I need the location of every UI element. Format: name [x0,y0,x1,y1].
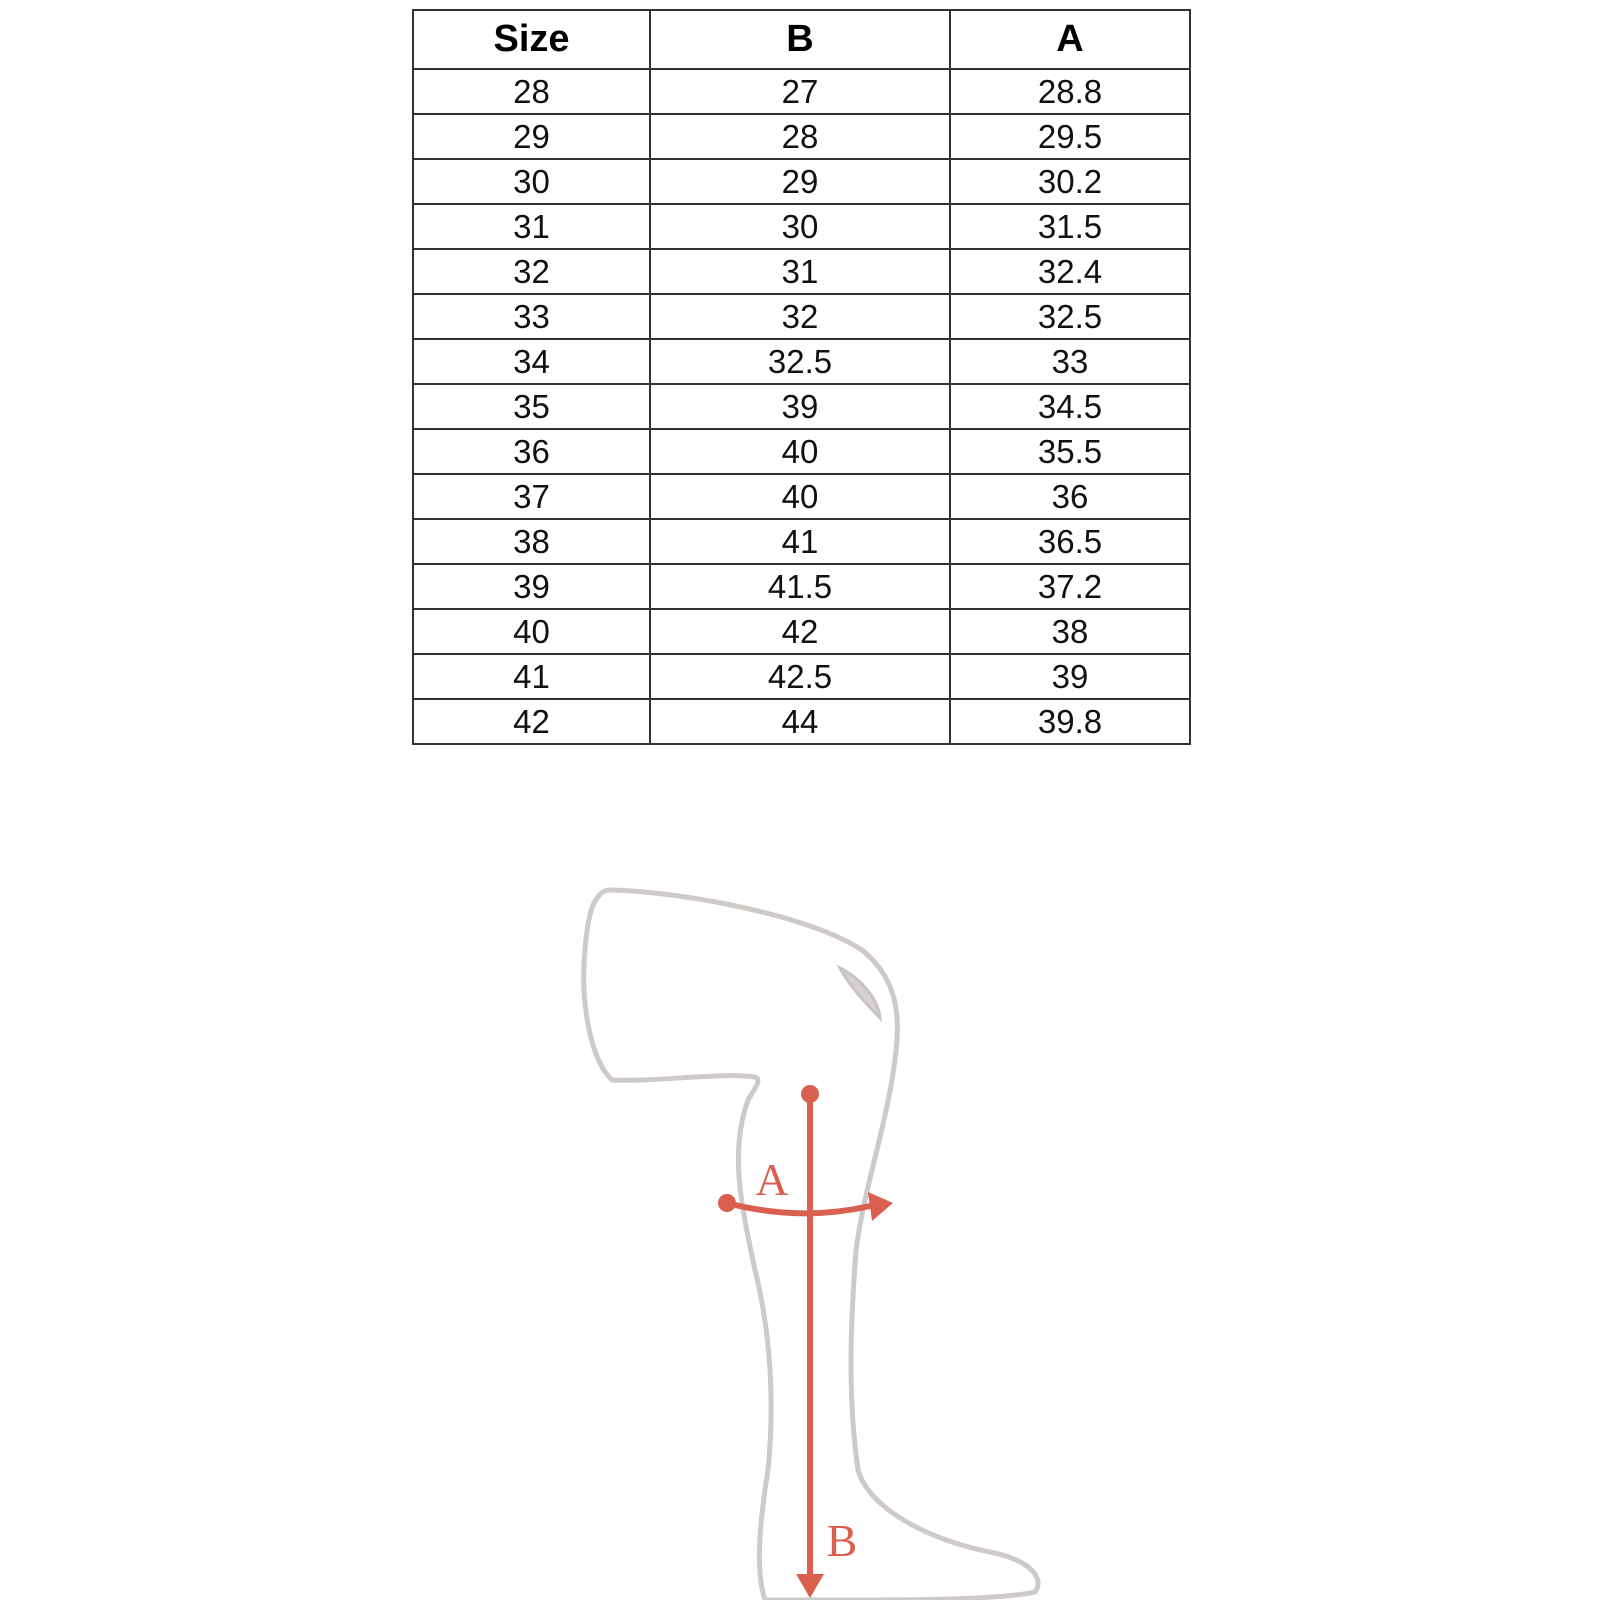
label-a: A [755,1154,789,1205]
cell-a: 33 [950,339,1190,384]
cell-size: 32 [413,249,650,294]
cell-size: 38 [413,519,650,564]
leg-measurement-diagram [0,860,1600,1600]
cell-size: 29 [413,114,650,159]
cell-a: 32.5 [950,294,1190,339]
cell-a: 37.2 [950,564,1190,609]
cell-size: 28 [413,69,650,114]
cell-b: 29 [650,159,950,204]
cell-a: 35.5 [950,429,1190,474]
cell-b: 42.5 [650,654,950,699]
cell-b: 41.5 [650,564,950,609]
table-row [413,114,1190,159]
header-size: Size [413,10,650,69]
table-row [413,609,1190,654]
table-row [413,294,1190,339]
cell-b: 31 [650,249,950,294]
cell-a: 29.5 [950,114,1190,159]
table-body [413,69,1190,744]
cell-a: 30.2 [950,159,1190,204]
cell-size: 31 [413,204,650,249]
cell-b: 27 [650,69,950,114]
table-row [413,249,1190,294]
cell-a: 38 [950,609,1190,654]
cell-size: 35 [413,384,650,429]
cell-b: 32.5 [650,339,950,384]
cell-b: 32 [650,294,950,339]
table-row [413,654,1190,699]
cell-b: 39 [650,384,950,429]
cell-a: 36 [950,474,1190,519]
table-row [413,69,1190,114]
table-row [413,339,1190,384]
table-row [413,384,1190,429]
label-b: B [826,1515,858,1566]
table-row [413,204,1190,249]
cell-b: 40 [650,474,950,519]
cell-size: 36 [413,429,650,474]
cell-a: 28.8 [950,69,1190,114]
cell-a: 31.5 [950,204,1190,249]
cell-a: 34.5 [950,384,1190,429]
table-row [413,564,1190,609]
cell-size: 37 [413,474,650,519]
table-row [413,429,1190,474]
cell-b: 42 [650,609,950,654]
cell-a: 36.5 [950,519,1190,564]
cell-size: 30 [413,159,650,204]
header-a: A [950,10,1190,69]
cell-size: 42 [413,699,650,744]
header-b: B [650,10,950,69]
cell-size: 41 [413,654,650,699]
cell-a: 39 [950,654,1190,699]
cell-b: 30 [650,204,950,249]
cell-size: 34 [413,339,650,384]
table-row [413,159,1190,204]
cell-size: 33 [413,294,650,339]
cell-a: 39.8 [950,699,1190,744]
cell-b: 44 [650,699,950,744]
cell-a: 32.4 [950,249,1190,294]
cell-b: 28 [650,114,950,159]
cell-b: 41 [650,519,950,564]
table-row [413,519,1190,564]
table-header-row [413,10,1190,69]
cell-size: 40 [413,609,650,654]
table-row [413,474,1190,519]
table-row [413,699,1190,744]
cell-size: 39 [413,564,650,609]
cell-b: 40 [650,429,950,474]
size-chart-table [412,9,1191,745]
